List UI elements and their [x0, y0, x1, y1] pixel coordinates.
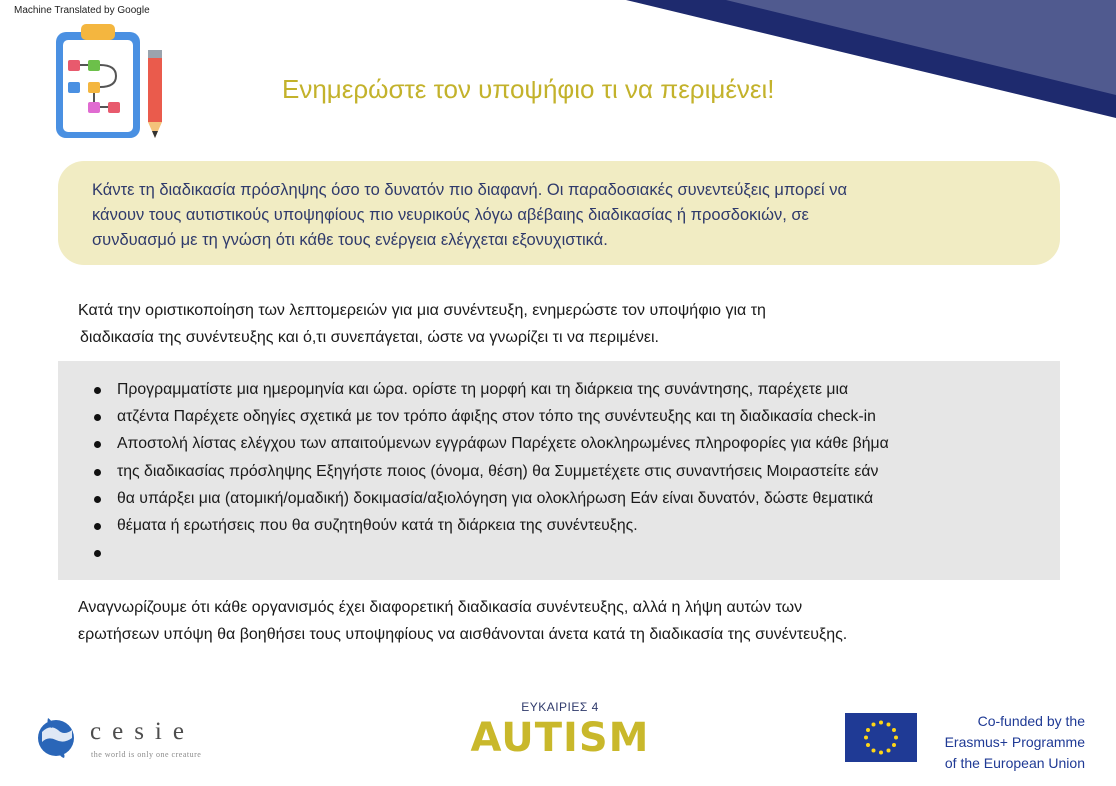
project-label: ΕΥΚΑΙΡΙΕΣ 4 [521, 700, 599, 714]
clipboard-flowchart-icon [48, 20, 173, 145]
list-item [58, 458, 1060, 485]
cesie-tagline: the world is only one creature [91, 750, 202, 759]
closing-line: ερωτήσεων υπόψη θα βοηθήσει τους υποψηφίους να αισθάνονται άνετα κατά τη διαδικασία της συνέντευξης. [78, 626, 848, 643]
callout-line: Κάντε τη διαδικασία πρόσληψης όσο το δυνατόν πιο διαφανή. Οι παραδοσιακές συνεντεύξεις μπορεί να [92, 181, 847, 199]
callout-box [58, 161, 1060, 265]
callout-line: συνδυασμό με τη γνώση ότι κάθε τους ενέργεια ελέγχεται εξονυχιστικά. [92, 231, 608, 249]
cesie-globe-icon [34, 714, 78, 760]
list-item-text: Προγραμματίστε μια ημερομηνία και ώρα. ορίστε τη μορφή και τη διάρκεια της συνάντησης, παρέχετε μια [117, 381, 849, 398]
list-item-text: της διαδικασίας πρόσληψης Εξηγήστε ποιος (όνομα, θέση) θα Συμμετέχετε στις συναντήσεις Μοιραστείτε εάν [117, 462, 879, 480]
list-item [58, 430, 1060, 457]
cesie-name: cesie [90, 718, 195, 745]
pencil-icon [148, 50, 162, 138]
translation-note: Machine Translated by Google [14, 5, 150, 16]
eu-star-icon [864, 736, 868, 740]
eu-star-icon [892, 743, 896, 747]
eu-star-icon [894, 736, 898, 740]
list-item-text: ατζέντα Παρέχετε οδηγίες σχετικά με τον τρόπο άφιξης στον τόπο της συνέντευξης και τη διαδικασία check-in [117, 408, 876, 426]
eu-star-icon [866, 728, 870, 732]
bullet-icon [94, 387, 101, 394]
list-item [58, 539, 1060, 566]
bullet-icon [94, 496, 101, 503]
bullet-icon [94, 414, 101, 421]
closing-paragraph [78, 594, 847, 648]
list-item-text: θα υπάρξει μια (ατομική/ομαδική) δοκιμασία/αξιολόγηση για ολοκλήρωση Εάν είναι δυνατόν, δώστε θεματικά [117, 489, 874, 507]
list-item [58, 403, 1060, 430]
eu-star-icon [866, 743, 870, 747]
eu-flag-icon [845, 713, 917, 762]
list-item-text: θέματα ή ερωτήσεις που θα συζητηθούν κατά τη διάρκεια της συνέντευξης. [117, 516, 638, 534]
bullet-icon [94, 469, 101, 476]
list-item [58, 485, 1060, 512]
page-title: Ενημερώστε τον υποψήφιο τι να περιμένει! [282, 74, 775, 104]
eu-line: of the European Union [944, 755, 1085, 771]
bullet-list-panel [58, 361, 1060, 580]
eu-line: Co-funded by the [977, 713, 1085, 729]
intro-paragraph [78, 297, 766, 351]
eu-star-icon [872, 723, 876, 727]
eu-star-icon [887, 723, 891, 727]
intro-line: Κατά την οριστικοποίηση των λεπτομερειών για μια συνέντευξη, ενημερώστε τον υποψήφιο για τη [78, 302, 766, 319]
eu-text [929, 711, 1085, 774]
eu-star-icon [872, 748, 876, 752]
eu-star-icon [879, 751, 883, 755]
bullet-icon [94, 550, 101, 557]
eu-star-icon [879, 721, 883, 725]
project-name: AUTISM [470, 715, 650, 761]
eu-star-icon [887, 748, 891, 752]
bullet-icon [94, 523, 101, 530]
closing-line: Αναγνωρίζουμε ότι κάθε οργανισμός έχει διαφορετική διαδικασία συνέντευξης, αλλά η λήψη αυτών των [78, 599, 803, 616]
callout-line: κάνουν τους αυτιστικούς υποψηφίους πιο νευρικούς λόγω αβέβαιης διαδικασίας ή προσδοκιών, σε [92, 206, 809, 224]
list-item [58, 376, 1060, 403]
eu-star-icon [892, 728, 896, 732]
bullet-icon [94, 441, 101, 448]
intro-line: διαδικασία της συνέντευξης και ό,τι συνεπάγεται, ώστε να γνωρίζει τι να περιμένει. [80, 329, 659, 346]
project-logo [465, 700, 655, 760]
cesie-logo [34, 714, 234, 764]
list-item-text: Αποστολή λίστας ελέγχου των απαιτούμενων εγγράφων Παρέχετε ολοκληρωμένες πληροφορίες για κάθε βήμα [117, 435, 889, 453]
eu-line: Erasmus+ Programme [944, 734, 1085, 750]
list-item [58, 512, 1060, 539]
